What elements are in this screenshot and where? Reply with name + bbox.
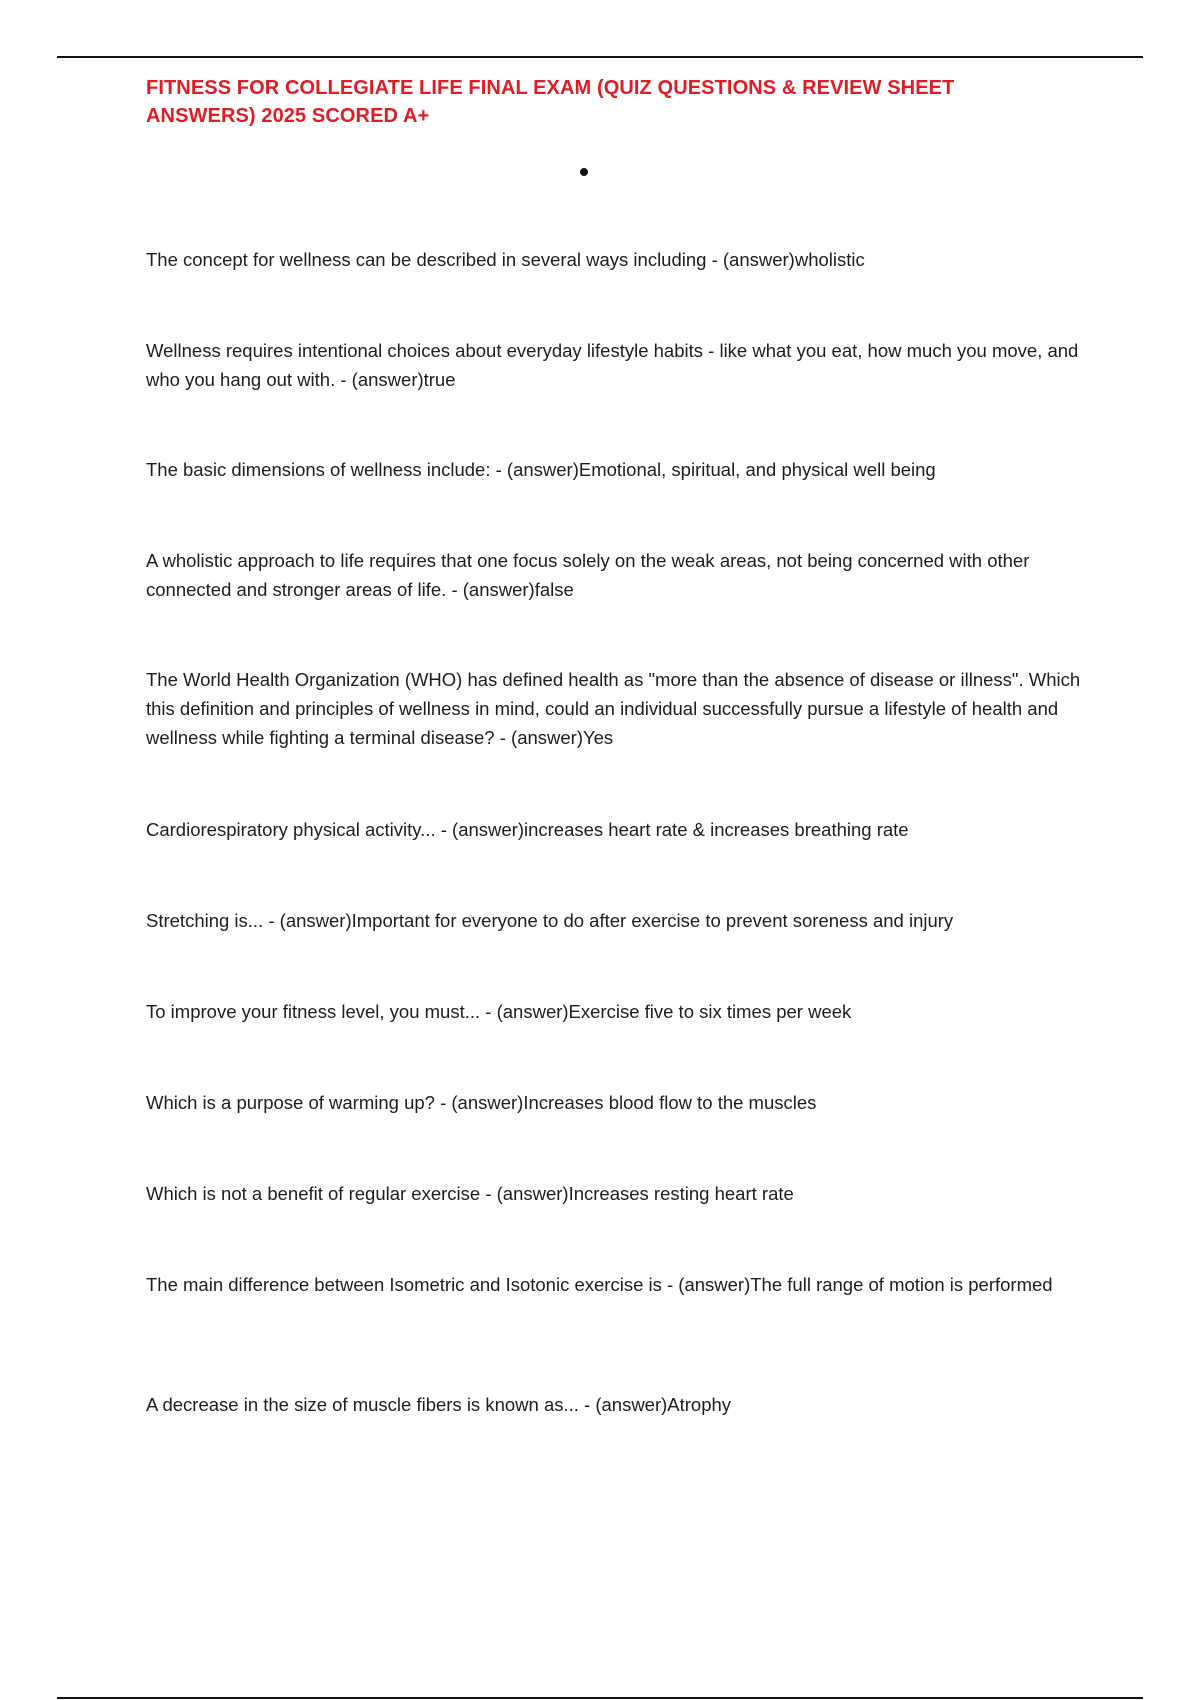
qa-item-4: A wholistic approach to life requires that one focus solely on the weak areas, not being concerned with other connected and stronger areas of life. - (answer)false: [146, 550, 1030, 600]
bottom-rule: [57, 1697, 1143, 1699]
qa-item-5: The World Health Organization (WHO) has defined health as "more than the absence of disease or illness". Which this definition and principles of wellness in mind, could an individual successfully pursue a lifestyle of health and wellness while fighting a terminal disease? - (answer)Yes: [146, 669, 1081, 748]
qa-item-10: Which is not a benefit of regular exercise - (answer)Increases resting heart rate: [146, 1183, 794, 1204]
qa-item-1: The concept for wellness can be described in several ways including - (answer)wholistic: [146, 249, 865, 270]
bullet-point: [580, 168, 588, 176]
qa-item-3: The basic dimensions of wellness include: - (answer)Emotional, spiritual, and physical well being: [146, 459, 936, 480]
qa-item-6: Cardiorespiratory physical activity... - (answer)increases heart rate & increases breathing rate: [146, 819, 909, 840]
qa-item-12: A decrease in the size of muscle fibers is known as... - (answer)Atrophy: [146, 1394, 732, 1415]
qa-item-8: To improve your fitness level, you must... - (answer)Exercise five to six times per week: [146, 1001, 852, 1022]
document-title: FITNESS FOR COLLEGIATE LIFE FINAL EXAM (QUIZ QUESTIONS & REVIEW SHEET ANSWERS) 2025 SCORED A+: [146, 77, 955, 127]
qa-item-9: Which is a purpose of warming up? - (answer)Increases blood flow to the muscles: [146, 1092, 817, 1113]
qa-item-11: The main difference between Isometric and Isotonic exercise is - (answer)The full range of motion is performed: [146, 1274, 1053, 1295]
qa-item-7: Stretching is... - (answer)Important for everyone to do after exercise to prevent soreness and injury: [146, 910, 954, 931]
top-rule: [57, 56, 1143, 58]
qa-item-2: Wellness requires intentional choices about everyday lifestyle habits - like what you eat, how much you move, and who you hang out with. - (answer)true: [146, 340, 1079, 390]
